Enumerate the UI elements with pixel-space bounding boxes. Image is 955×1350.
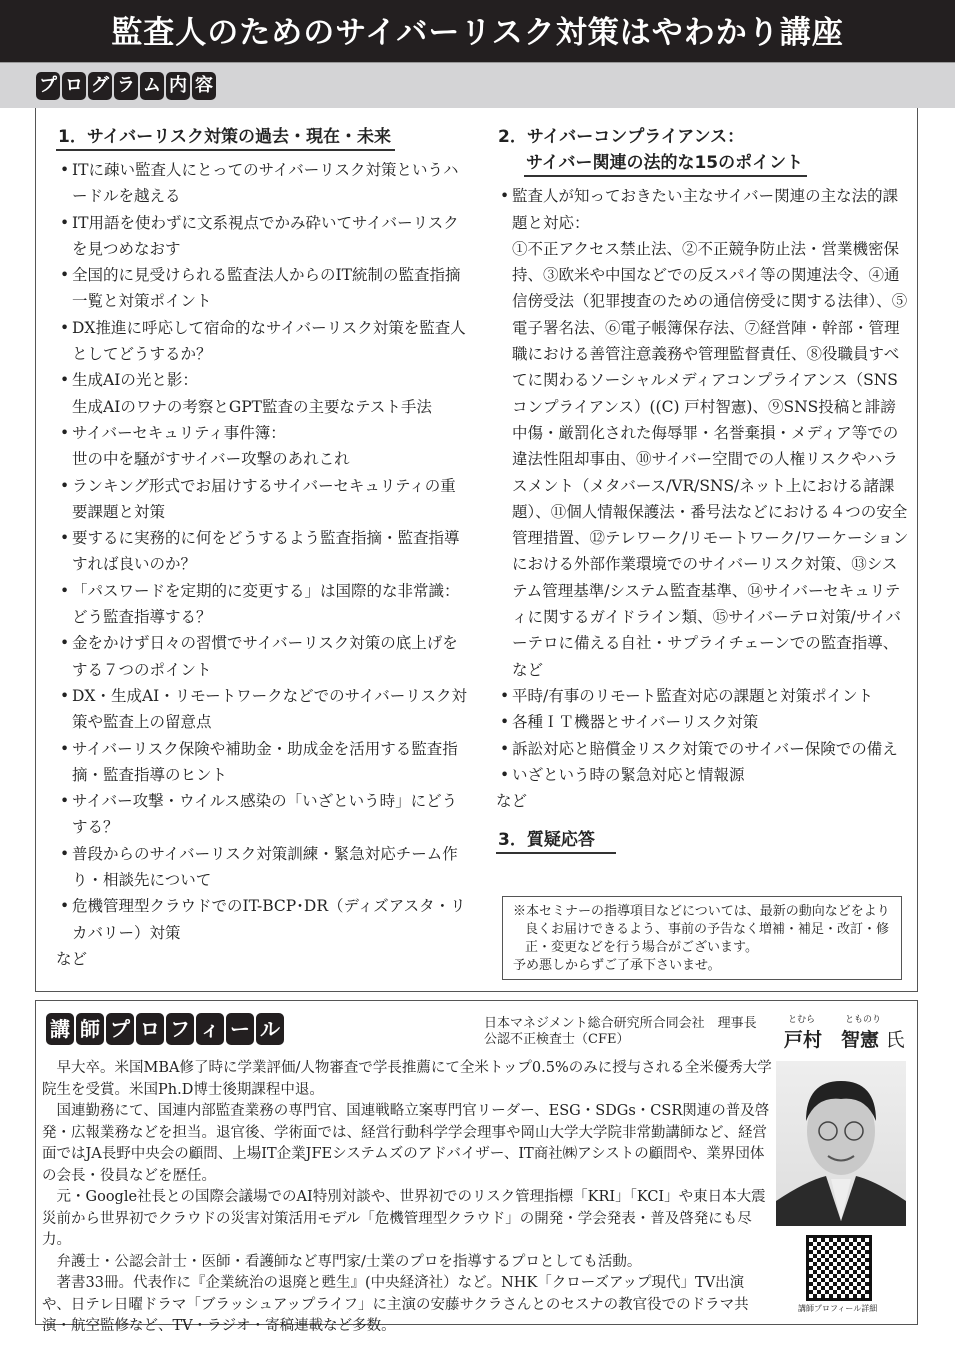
bio-paragraph: 国連勤務にて、国連内部監査業務の専門官、国連戦略立案専門官リーダー、ESG・SDGs・CSR関連の普及啓発・広報業務などを担当。退官後、学術面では、経営行動科学学会理事や岡山大学大学院非常勤講師など、経営面ではJA長野中央会の顧問、上場IT企業JFEシステムズのアドバイザー、IT商社㈱アシストの顧問や、業界団体の会長・役員などを歴任。 <box>42 1103 770 1184</box>
instructor-name <box>784 1012 905 1052</box>
list-item: • ITに疎い監査人にとってのサイバーリスク対策というハードルを越える <box>56 157 471 210</box>
list-item: • サイバーリスク保険や補助金・助成金を活用する監査指摘・監査指導のヒント <box>56 736 471 789</box>
list-item: • 生成AIの光と影： 生成AIのワナの考察とGPT監査の主要なテスト手法 <box>56 367 471 420</box>
section-2-title-2: サイバー関連の法的な15のポイント <box>524 151 807 177</box>
heading-char: ロ <box>136 1013 164 1045</box>
page-title: 監査人のためのサイバーリスク対策はやわかり講座 <box>0 0 955 62</box>
heading-char: ロ <box>62 72 86 100</box>
list-item: • 平時/有事のリモート監査対応の課題と対策ポイント <box>496 683 911 709</box>
list-item: • DX推進に呼応して宿命的なサイバーリスク対策を監査人としてどうするか？ <box>56 315 471 368</box>
heading-char: ー <box>226 1013 254 1045</box>
bio-paragraph: 著書33冊。代表作に『企業統治の退廃と甦生』(中央経済社）など。NHK「クローズアップ現代」TV出演や、日テレ日曜ドラマ「ブラッシュアップライフ」に主演の安藤サクラさんとのセスナの教官役でのドラマ共演・航空監修など、TV・ラジオ・寄稿連載など多数。 <box>42 1275 749 1334</box>
list-item: • 要するに実務的に何をどうするよう監査指摘・監査指導すれば良いのか？ <box>56 525 471 578</box>
list-item: • IT用語を使わずに文系視点でかみ砕いてサイバーリスクを見つめなおす <box>56 210 471 263</box>
affiliation-1: 日本マネジメント総合研究所合同会社 理事長 <box>484 1016 757 1031</box>
list-item: • 各種ＩＴ機器とサイバーリスク対策 <box>496 709 911 735</box>
program-box <box>35 108 918 992</box>
heading-char: フ <box>166 1013 194 1045</box>
list-item: • 危機管理型クラウドでのIT-BCP･DR（ディズアスタ・リカバリー）対策 <box>56 893 471 946</box>
notice-text: ※本セミナーの指導項目などについては、最新の動向などをより良くお届けできるよう、事前の予告なく増補・補足・改訂・修正・変更などを行う場合がございます。 <box>513 904 890 955</box>
program-heading <box>36 72 216 100</box>
heading-char: 内 <box>166 72 190 100</box>
heading-char: ル <box>256 1013 284 1045</box>
heading-char: ィ <box>196 1013 224 1045</box>
section-2 <box>496 124 911 860</box>
list-item: • 訴訟対応と賠償金リスク対策でのサイバー保険での備え <box>496 736 911 762</box>
affiliation-2: 公認不正検査士（CFE） <box>484 1032 630 1047</box>
heading-char: ラ <box>114 72 138 100</box>
notice-box <box>502 896 902 980</box>
qr-caption: 講師プロフィール詳細 <box>798 1304 878 1313</box>
qr-code[interactable] <box>806 1235 872 1301</box>
heading-char: 師 <box>76 1013 104 1045</box>
list-item: • 「パスワードを定期的に変更する」は国際的な非常識：どう監査指導する？ <box>56 578 471 631</box>
list-item: • サイバー攻撃・ウイルス感染の「いざという時」にどうする？ <box>56 788 471 841</box>
profile-box <box>35 1000 918 1334</box>
name-text: 戸村 智憲 <box>784 1029 880 1051</box>
section-2-etc: など <box>496 792 528 811</box>
bio-paragraph: 弁護士・公認会計士・医師・看護師など専門家/士業のプロを指導するプロとしても活動。 <box>56 1253 642 1270</box>
section-1-list <box>56 157 471 946</box>
section-1-etc: など <box>56 949 88 968</box>
heading-char: グ <box>88 72 112 100</box>
notice-text-2: 予め悪しからずご了承下さいませ。 <box>513 958 721 973</box>
bio-paragraph: 早大卒。米国MBA修了時に学業評価/人物審査で学長推薦にて全米トップ0.5%のみに授与される全米優秀大学院生を受賞。米国Ph.D博士後期課程中退。 <box>42 1060 772 1098</box>
heading-char: プ <box>106 1013 134 1045</box>
heading-char: 講 <box>46 1013 74 1045</box>
list-item: • サイバーセキュリティ事件簿： 世の中を騒がすサイバー攻撃のあれこれ <box>56 420 471 473</box>
list-item: • 金をかけず日々の習慣でサイバーリスク対策の底上げをする７つのポイント <box>56 630 471 683</box>
affiliation <box>484 1016 757 1048</box>
program-band <box>0 62 955 108</box>
instructor-photo <box>776 1061 906 1226</box>
profile-heading <box>46 1013 284 1045</box>
bio <box>42 1058 772 1338</box>
list-item: • 全国的に見受けられる監査法人からのIT統制の監査指摘一覧と対策ポイント <box>56 262 471 315</box>
heading-char: ム <box>140 72 164 100</box>
section-1 <box>56 124 471 972</box>
section-2-list <box>496 183 911 788</box>
bio-paragraph: 元・Google社長との国際会議場でのAI特別対談や、世界初でのリスク管理指標「KRI」「KCI」や東日本大震災前から世界初でクラウドの災害対策活用モデル「危機管理型クラウド」の開発・学会発表・普及啓発にも尽力。 <box>42 1189 766 1248</box>
list-item: • いざという時の緊急対応と情報源 <box>496 762 911 788</box>
list-item: • 普段からのサイバーリスク対策訓練・緊急対応チーム作り・相談先について <box>56 841 471 894</box>
ruby-family: とむら <box>788 1015 816 1025</box>
ruby-given: とものり <box>845 1015 882 1025</box>
section-1-title: 1．サイバーリスク対策の過去・現在・未来 <box>56 125 395 151</box>
list-item: • ランキング形式でお届けするサイバーセキュリティの重要課題と対策 <box>56 473 471 526</box>
honorific: 氏 <box>885 1029 905 1051</box>
section-3-title: 3．質疑応答 <box>496 828 616 854</box>
heading-char: 容 <box>192 72 216 100</box>
heading-char: プ <box>36 72 60 100</box>
list-item: • 監査人が知っておきたい主なサイバー関連の主な法的課題と対応： ①不正アクセス禁止法、②不正競争防止法・営業機密保持、③欧米や中国などでの反スパイ等の関連法令、④通信傍受法（犯罪捜査のための通信傍受に関する法律）、⑤電子署名法、⑥電子帳簿保存法、⑦経営陣・幹部・管理職における善管注意義務や管理監督責任、⑧役職員すべてに関わるソーシャルメディアコンプライアンス（SNSコンプライアンス）((C) 戸村智憲)、⑨SNS投稿と誹謗中傷・厳罰化された侮辱罪・名誉棄損・メディア等での違法性阻却事由、⑩サイバー空間での人権リスクやハラスメント（メタバース/VR/SNS/ネット上における諸課題）、⑪個人情報保護法・番号法などにおける４つの安全管理措置、⑫テレワーク/リモートワーク/ワーケーションにおける外部作業環境でのサイバーリスク対策、⑬システム管理基準/システム監査基準、⑭サイバーセキュリティに関するガイドライン類、⑮サイバーテロ対策/サイバーテロに備える自社・サプライチェーンでの監査指導、など <box>496 183 911 683</box>
section-2-title-1: 2．サイバーコンプライアンス： <box>498 127 745 147</box>
list-item: • DX・生成AI・リモートワークなどでのサイバーリスク対策や監査上の留意点 <box>56 683 471 736</box>
